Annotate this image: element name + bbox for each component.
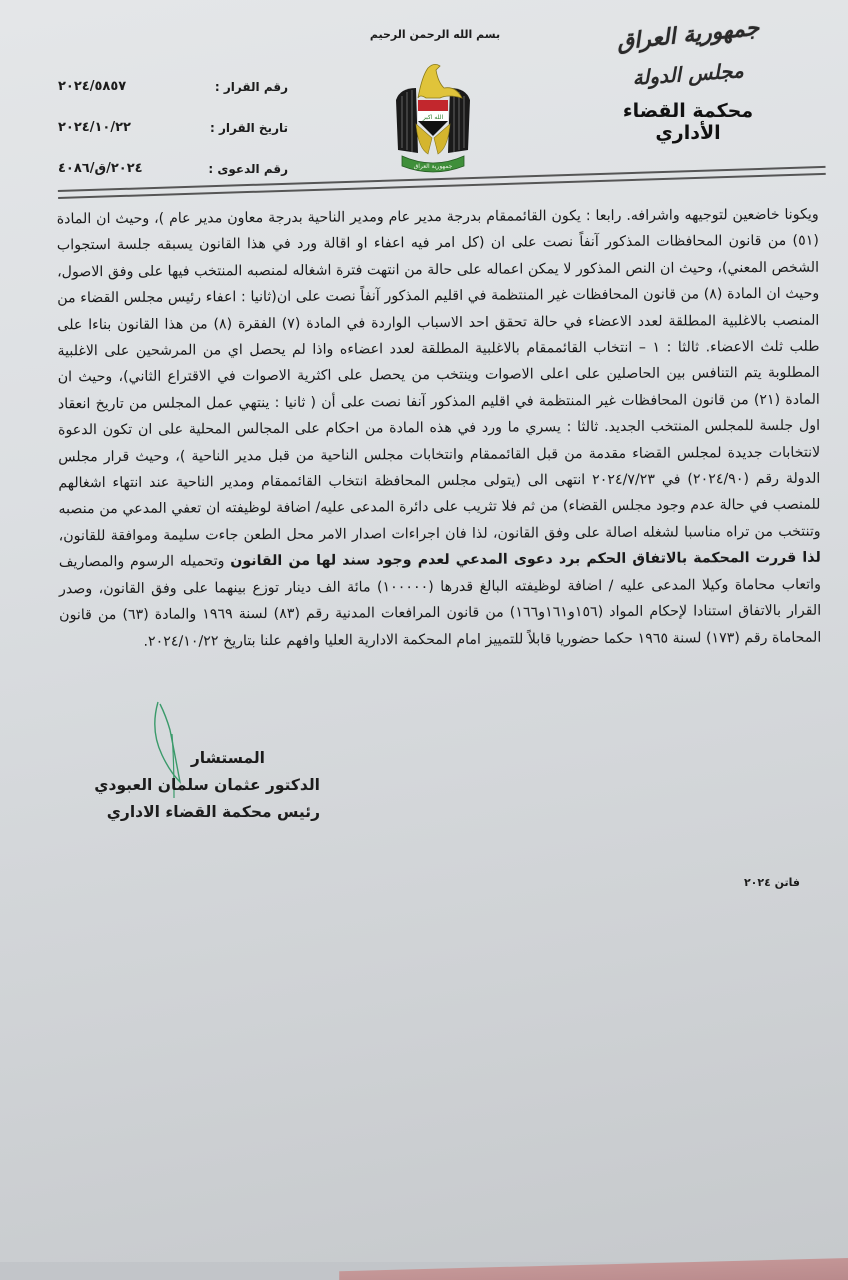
signature-block xyxy=(55,745,320,826)
ruling-reasoning: ويكونا خاضعين لتوجيهه واشرافه. رابعا : يكون القائممقام بدرجة مدير عام ومدير الناحية بدرجة معاون مدير عام )، وحيث ان المادة (٥١) من قانون المحافظات المذكور آنفاً نصت على ان (كل امر فيه اعفاء او اقالة ورد في هذا القانون يسبقه جلسة استجواب الشخص المعني)، وحيث ان النص المذكور لا يمكن اعماله على حالة من انتهت فترة اشغاله لمنصبه المنتخب فيها على وفق الاصول، وحيث ان المادة (٨) من قانون المحافظات غير المنتظمة في اقليم المذكور آنفاً نصت على ان(ثانيا : اعفاء رئيس مجلس القضاء من المنصب بالاغلبية المطلقة لعدد الاعضاء في حالة تحقق احد الاسباب الواردة في المادة (٧) الفقرة (٨) من هذا القانون بناءا على طلب ثلث الاعضاء. ثالثا : ١ – انتخاب القائممقام بالاغلبية المطلقة لعدد اعضاءه واذا لم يحصل اي من المرشحين على الاغلبية المطلوبة يتم التنافس بين الحاصلين على اعلى الاصوات وينتخب من يحصل على اكثرية الاصوات في الاقتراع الثاني)، وحيث ان المادة (٢١) من قانون المحافظات غير المنتظمة في اقليم المذكور آنفا نصت على أن ( ثانيا : ينتهي عمل المجلس من تاريخ انعقاد اول جلسة للمجلس المنتخب الجديد. ثالثا : يسري ما ورد في هذه المادة من احكام على المجالس المحلية على ان تكون الدعوة لانتخابات جديدة لمجلس القضاء مقدمة من قبل القائممقام وانتخابات مجلس الناحية من قبل مدير الناحية )، وحيث قرار مجلس الدولة رقم (٢٠٢٤/٩٠) في ٢٠٢٤/٧/٢٣ انتهى الى (يتولى مجلس المحافظة انتخاب القائممقام ومدير الناحية عند انتهاء اشغالهم للمنصب في حالة عدم وجود مجلس القضاء) من ثم فلا تثريب على دائرة المدعى عليه/ اضافة لوظيفته ان تعفي المدعي من منصبه وتنتخب من تراه مناسبا لشغله اصالة على وفق القانون، لذا فان اجراءات اصدار الامر محل الطعن جاءت سليمة وموافقة للقانون، xyxy=(56,206,821,545)
typist-note: فاتن ٢٠٢٤ xyxy=(743,876,800,889)
ruling-paragraph xyxy=(57,202,822,656)
decision-metadata xyxy=(58,66,288,189)
decision-number-value: ٢٠٢٤/٥٨٥٧ xyxy=(58,79,127,94)
iraq-coat-of-arms-icon xyxy=(388,58,478,176)
signatory-title: المستشار xyxy=(190,749,265,767)
decision-number-row xyxy=(58,66,288,107)
court-name: محكمة القضاء الأداري xyxy=(622,100,754,144)
republic-calligraphy: جمهورية العراق xyxy=(615,14,761,56)
decision-date-label: تاريخ القرار : xyxy=(210,120,288,135)
svg-text:الله اكبر: الله اكبر xyxy=(422,114,444,121)
case-number-label: رقم الدعوى : xyxy=(208,161,288,176)
case-number-value: ٢٠٢٤/ق/٤٠٨٦ xyxy=(58,161,143,176)
bismillah-heading: بسم الله الرحمن الرحيم xyxy=(369,28,501,41)
ruling-verdict: لذا قررت المحكمة بالاتفاق الحكم برد دعوى المدعي لعدم وجود سند لها من القانون xyxy=(230,549,821,570)
signatory-name: الدكتور عثمان سلمان العبودي xyxy=(94,776,320,794)
emblem-banner-label: جمهورية العراق xyxy=(413,163,453,170)
council-calligraphy: مجلس الدولة xyxy=(631,58,745,90)
issuer-header xyxy=(588,12,788,144)
signatory-position: رئيس محكمة القضاء الاداري xyxy=(106,803,320,821)
decision-number-label: رقم القرار : xyxy=(214,79,288,94)
decision-date-row xyxy=(58,107,288,148)
ruling-closing: وتحميله الرسوم والمصاريف واتعاب محاماة وكيلا المدعى عليه / اضافة لوظيفته البالغ قدرها (١٠٠٠٠٠) مائة الف دينار توزع بينهما على وفق القانون، وصدر القرار بالاتفاق استنادا لإحكام المواد (١٥٦و١٦١و١٦٦) من قانون المرافعات المدنية رقم (٨٣) لسنة ١٩٦٩ والمادة (٦٣) من قانون المحاماة رقم (١٧٣) لسنة ١٩٦٥ حكما حضوريا قابلاً للتمييز امام المحكمة الادارية العليا وافهم علنا بتاريخ ٢٠٢٤/١٠/٢٢. xyxy=(58,553,822,650)
decision-date-value: ٢٠٢٤/١٠/٢٢ xyxy=(58,120,131,135)
ruling-body xyxy=(57,202,822,656)
